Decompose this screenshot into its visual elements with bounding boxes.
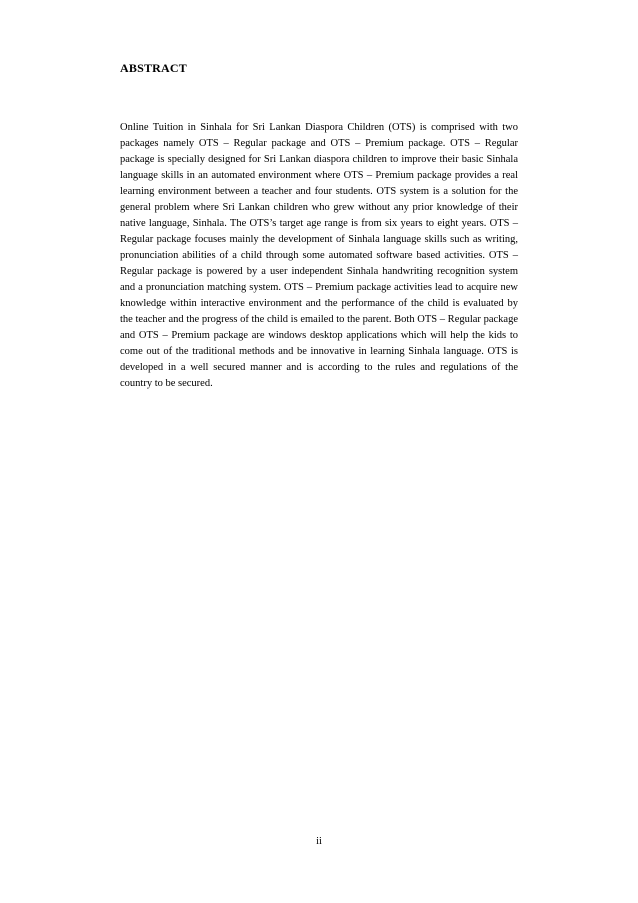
page-number: ii [316,836,322,847]
abstract-paragraph: Online Tuition in Sinhala for Sri Lankan Diaspora Children (OTS) is comprised with two packages namely OTS – Regular package and OTS – Premium package. OTS – Regular package is specially designed for Sri Lankan diaspora children to improve their basic Sinhala language skills in an automated environment where OTS – Premium package provides a real learning environment between a teacher and four students. OTS system is a solution for the general problem where Sri Lankan children who grew without any prior knowledge of their native language, Sinhala. The OTS’s target age range is from six years to eight years. OTS – Regular package focuses mainly the development of Sinhala language skills such as writing, pronunciation abilities of a child through some automated software based activities. OTS – Regular package is powered by a user independent Sinhala handwriting recognition system and a pronunciation matching system. OTS – Premium package activities lead to acquire new knowledge within interactive environment and the performance of the child is evaluated by the teacher and the progress of the child is emailed to the parent. Both OTS – Regular package and OTS – Premium package are windows desktop applications which will help the kids to come out of the traditional methods and be innovative in learning Sinhala language. OTS is developed in a well secured manner and is according to the rules and regulations of the country to be secured. [120,122,518,389]
section-heading: ABSTRACT [120,61,187,75]
